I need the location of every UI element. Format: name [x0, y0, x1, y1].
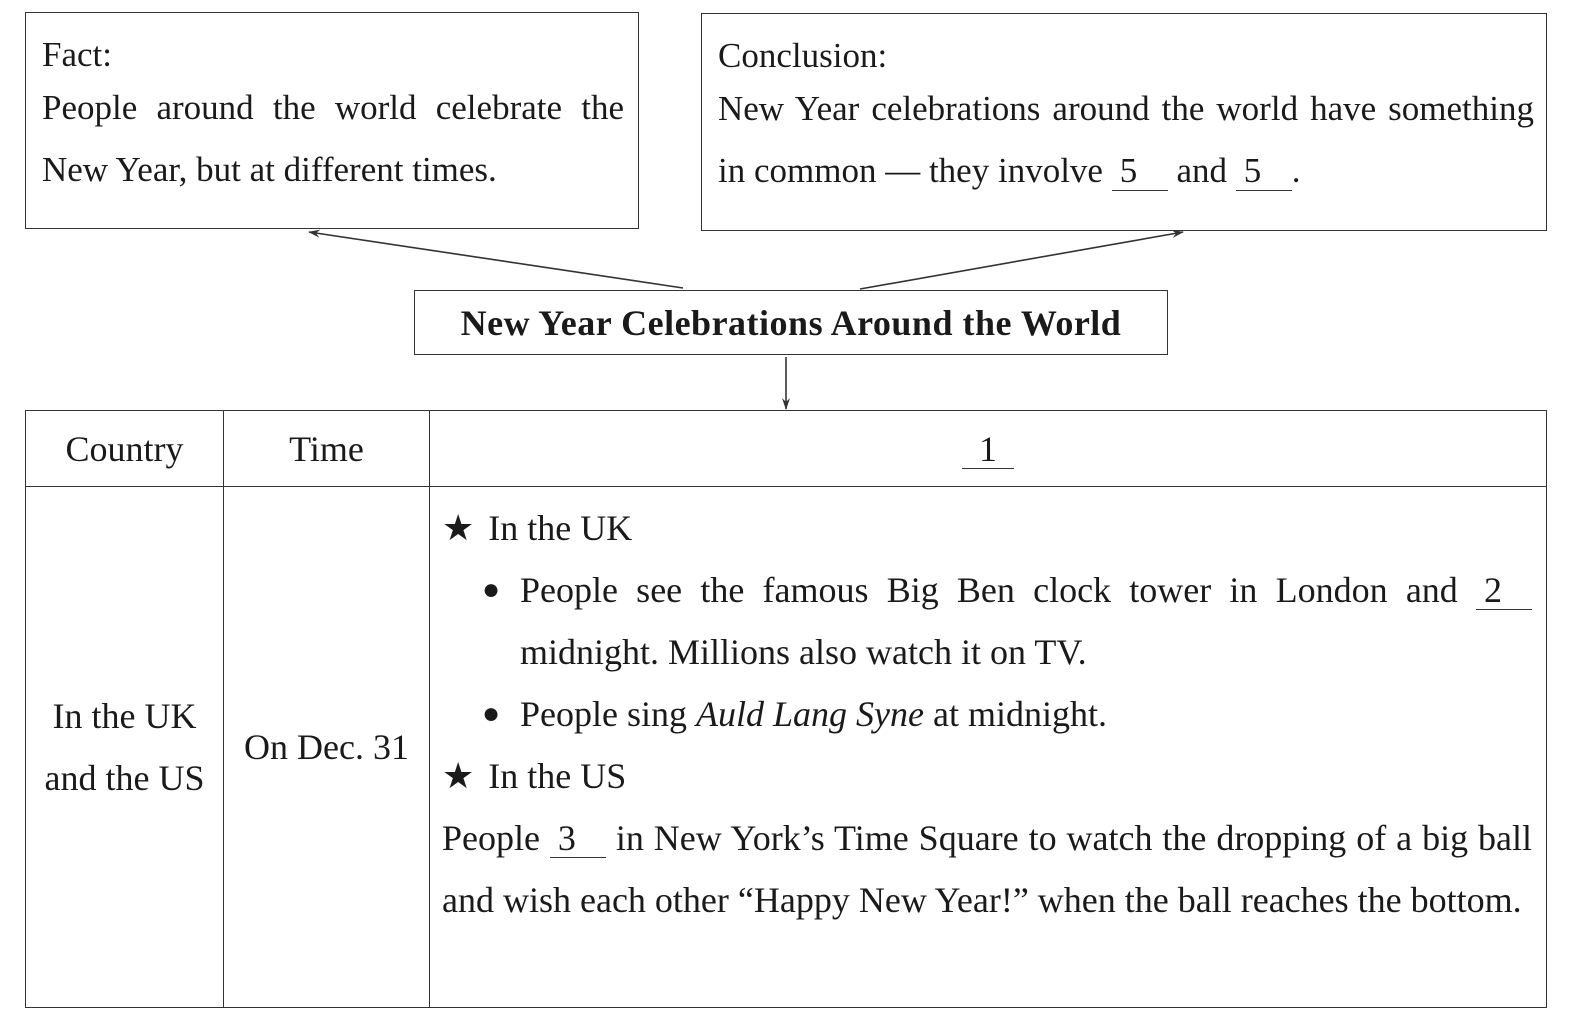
- fact-text: People around the world celebrate the New Year, but at different times.: [42, 88, 624, 189]
- us-heading-line: [442, 745, 1532, 807]
- fact-heading: Fact:: [42, 35, 112, 74]
- us-heading: In the US: [488, 756, 627, 796]
- uk-bullet-1-continuation: midnight. Millions also watch it on TV.: [520, 632, 1087, 672]
- bullet-icon: ●: [482, 697, 501, 730]
- uk-heading: In the UK: [488, 508, 633, 548]
- uk-bullet-1-text: [520, 559, 1532, 621]
- us-text-after: in New York’s Time Square to watch the dropping of a big ball and wish each other “Happy New Year!” when the ball reaches the bottom.: [442, 818, 1532, 920]
- header-time: Time: [224, 411, 430, 487]
- fact-box: [25, 12, 639, 229]
- conclusion-text: [718, 78, 1534, 202]
- uk-bullet-2-after: at midnight.: [932, 694, 1107, 734]
- details-cell: [430, 487, 1547, 1008]
- conclusion-end: .: [1291, 151, 1301, 190]
- star-icon: ★: [442, 756, 475, 796]
- arrow-to-fact-icon: [309, 232, 683, 288]
- uk-bullet-2: [442, 683, 1532, 745]
- conclusion-box: [701, 13, 1547, 231]
- uk-bullet-1: [442, 559, 1532, 621]
- bullet-icon: ●: [482, 573, 501, 606]
- table-row: [26, 487, 1547, 1008]
- header-blank-cell: [430, 411, 1547, 487]
- arrow-to-conclusion-icon: [860, 232, 1183, 289]
- celebrations-table: [25, 410, 1547, 1008]
- country-line-1: In the UK: [52, 696, 197, 736]
- uk-bullet-2-before: People sing: [520, 694, 687, 734]
- table-header-row: [26, 411, 1547, 487]
- answer-blank-1[interactable]: 1: [962, 430, 1014, 469]
- answer-blank-5b[interactable]: 5: [1236, 152, 1292, 191]
- conclusion-and: and: [1176, 151, 1227, 190]
- conclusion-text-before: New Year celebrations around the world have something in common — they involve: [718, 89, 1534, 190]
- answer-blank-5a[interactable]: 5: [1112, 152, 1168, 191]
- us-text-before: People: [442, 818, 540, 858]
- country-cell: [26, 487, 224, 1008]
- time-cell: On Dec. 31: [224, 487, 430, 1008]
- uk-bullet-2-text: [520, 683, 1532, 745]
- uk-heading-line: [442, 497, 1532, 559]
- us-text: [442, 807, 1532, 931]
- answer-blank-3[interactable]: 3: [550, 819, 606, 858]
- uk-bullet-1-before: People see the famous Big Ben clock tower in London and: [520, 570, 1458, 610]
- star-icon: ★: [442, 508, 475, 548]
- country-line-2: and the US: [44, 758, 205, 798]
- answer-blank-2[interactable]: 2: [1476, 571, 1532, 610]
- song-title: Auld Lang Syne: [696, 694, 924, 734]
- conclusion-heading: Conclusion:: [718, 36, 888, 75]
- header-country: Country: [26, 411, 224, 487]
- central-title: New Year Celebrations Around the World: [414, 290, 1168, 355]
